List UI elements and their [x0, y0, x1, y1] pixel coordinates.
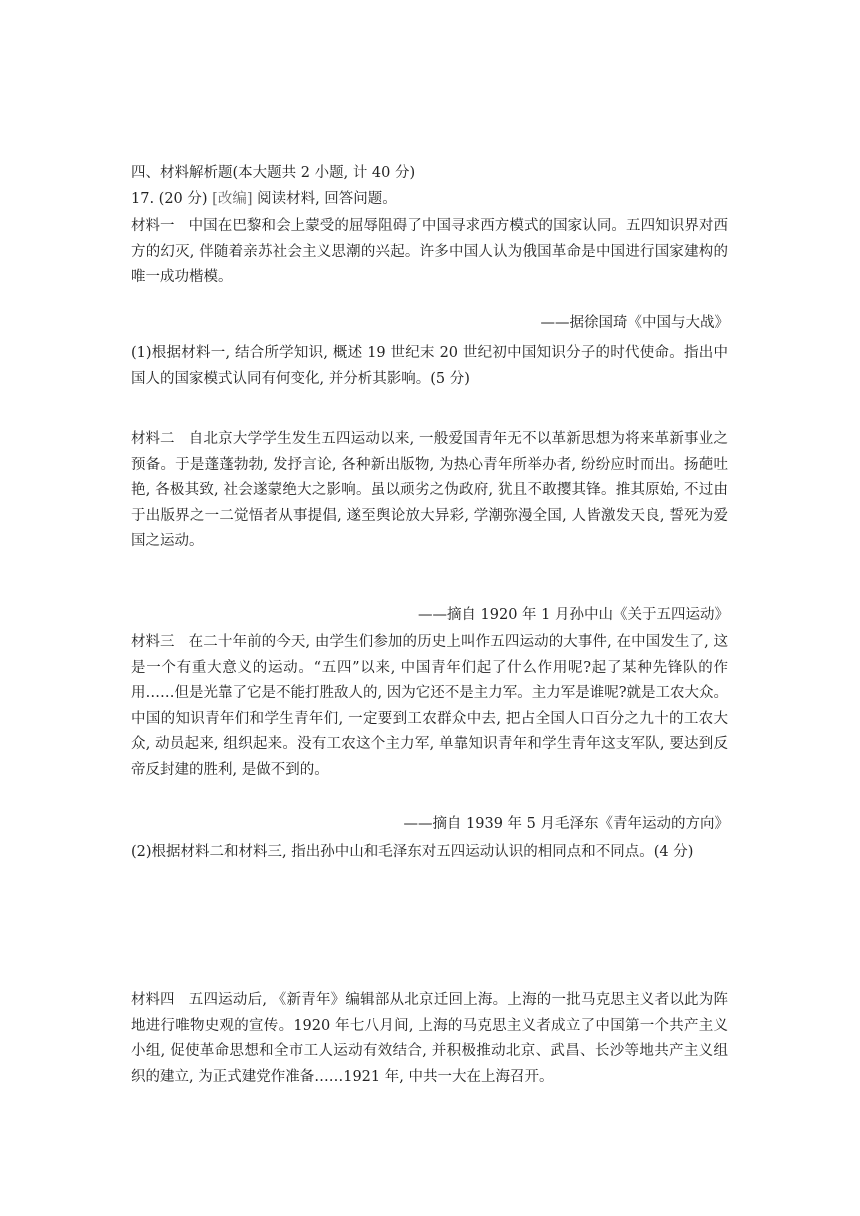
sub-question-2: (2)根据材料二和材料三, 指出孙中山和毛泽东对五四运动认识的相同点和不同点。(4 分): [131, 844, 694, 860]
material-2-text: 自北京大学学生发生五四运动以来, 一般爱国青年无不以革新思想为将来革新事业之预备。于是蓬蓬勃勃, 发抒言论, 各种新出版物, 为热心青年所举办者, 纷纷应时而出。扬葩吐艳, 各极其致, 社会遂蒙绝大之影响。虽以顽劣之伪政府, 犹且不敢撄其锋。推其原始, 不过由于出版界之一二觉悟者从事提倡, 遂至舆论放大异彩, 学潮弥漫全国, 人皆激发天良, 誓死为爱国之运动。: [131, 431, 728, 549]
material-1-label: 材料一: [131, 218, 175, 234]
material-2: [131, 427, 728, 555]
material-3-text: 在二十年前的今天, 由学生们参加的历史上叫作五四运动的大事件, 在中国发生了, 这是一个有重大意义的运动。“五四”以来, 中国青年们起了什么作用呢?起了某种先锋队的作用……但是光靠了它是不能打胜敌人的, 因为它还不是主力军。主力军是谁呢?就是工农大众。中国的知识青年们和学生青年们, 一定要到工农群众中去, 把占全国人口百分之九十的工农大众, 动员起来, 组织起来。没有工农这个主力军, 单靠知识青年和学生青年这支军队, 要达到反帝反封建的胜利, 是做不到的。: [131, 634, 728, 778]
material-3: [131, 630, 728, 783]
material-2-label: 材料二: [131, 431, 175, 447]
material-4-label: 材料四: [131, 992, 175, 1008]
question-number: 17. (20 分): [131, 191, 208, 207]
material-1-text: 中国在巴黎和会上蒙受的屈辱阻碍了中国寻求西方模式的国家认同。五四知识界对西方的幻灭, 伴随着亲苏社会主义思潮的兴起。许多中国人认为俄国革命是中国进行国家建构的唯一成功楷模。: [131, 218, 728, 285]
material-3-source: ——摘自 1939 年 5 月毛泽东《青年运动的方向》: [403, 816, 729, 832]
material-4-text: 五四运动后, 《新青年》编辑部从北京迁回上海。上海的一批马克思主义者以此为阵地进行唯物史观的宣传。1920 年七八月间, 上海的马克思主义者成立了中国第一个共产主义小组, 促使革命思想和全市工人运动有效结合, 并积极推动北京、武昌、长沙等地共产主义组织的建立, 为正式建党作准备……1921 年, 中共一大在上海召开。: [131, 992, 728, 1085]
material-2-source: ——摘自 1920 年 1 月孙中山《关于五四运动》: [417, 607, 729, 623]
section-heading: 四、材料解析题(本大题共 2 小题, 计 40 分): [131, 165, 416, 181]
question-tag: [改编]: [212, 191, 253, 207]
sub-question-1: (1)根据材料一, 结合所学知识, 概述 19 世纪末 20 世纪初中国知识分子的时代使命。指出中国人的国家模式认同有何变化, 并分析其影响。(5 分): [131, 345, 728, 387]
material-4: [131, 988, 728, 1090]
material-1: [131, 214, 728, 291]
question-17-header: [131, 187, 731, 211]
material-1-source: ——据徐国琦《中国与大战》: [540, 315, 729, 331]
question-instruction: 阅读材料, 回答问题。: [257, 191, 397, 207]
material-3-label: 材料三: [131, 634, 175, 650]
